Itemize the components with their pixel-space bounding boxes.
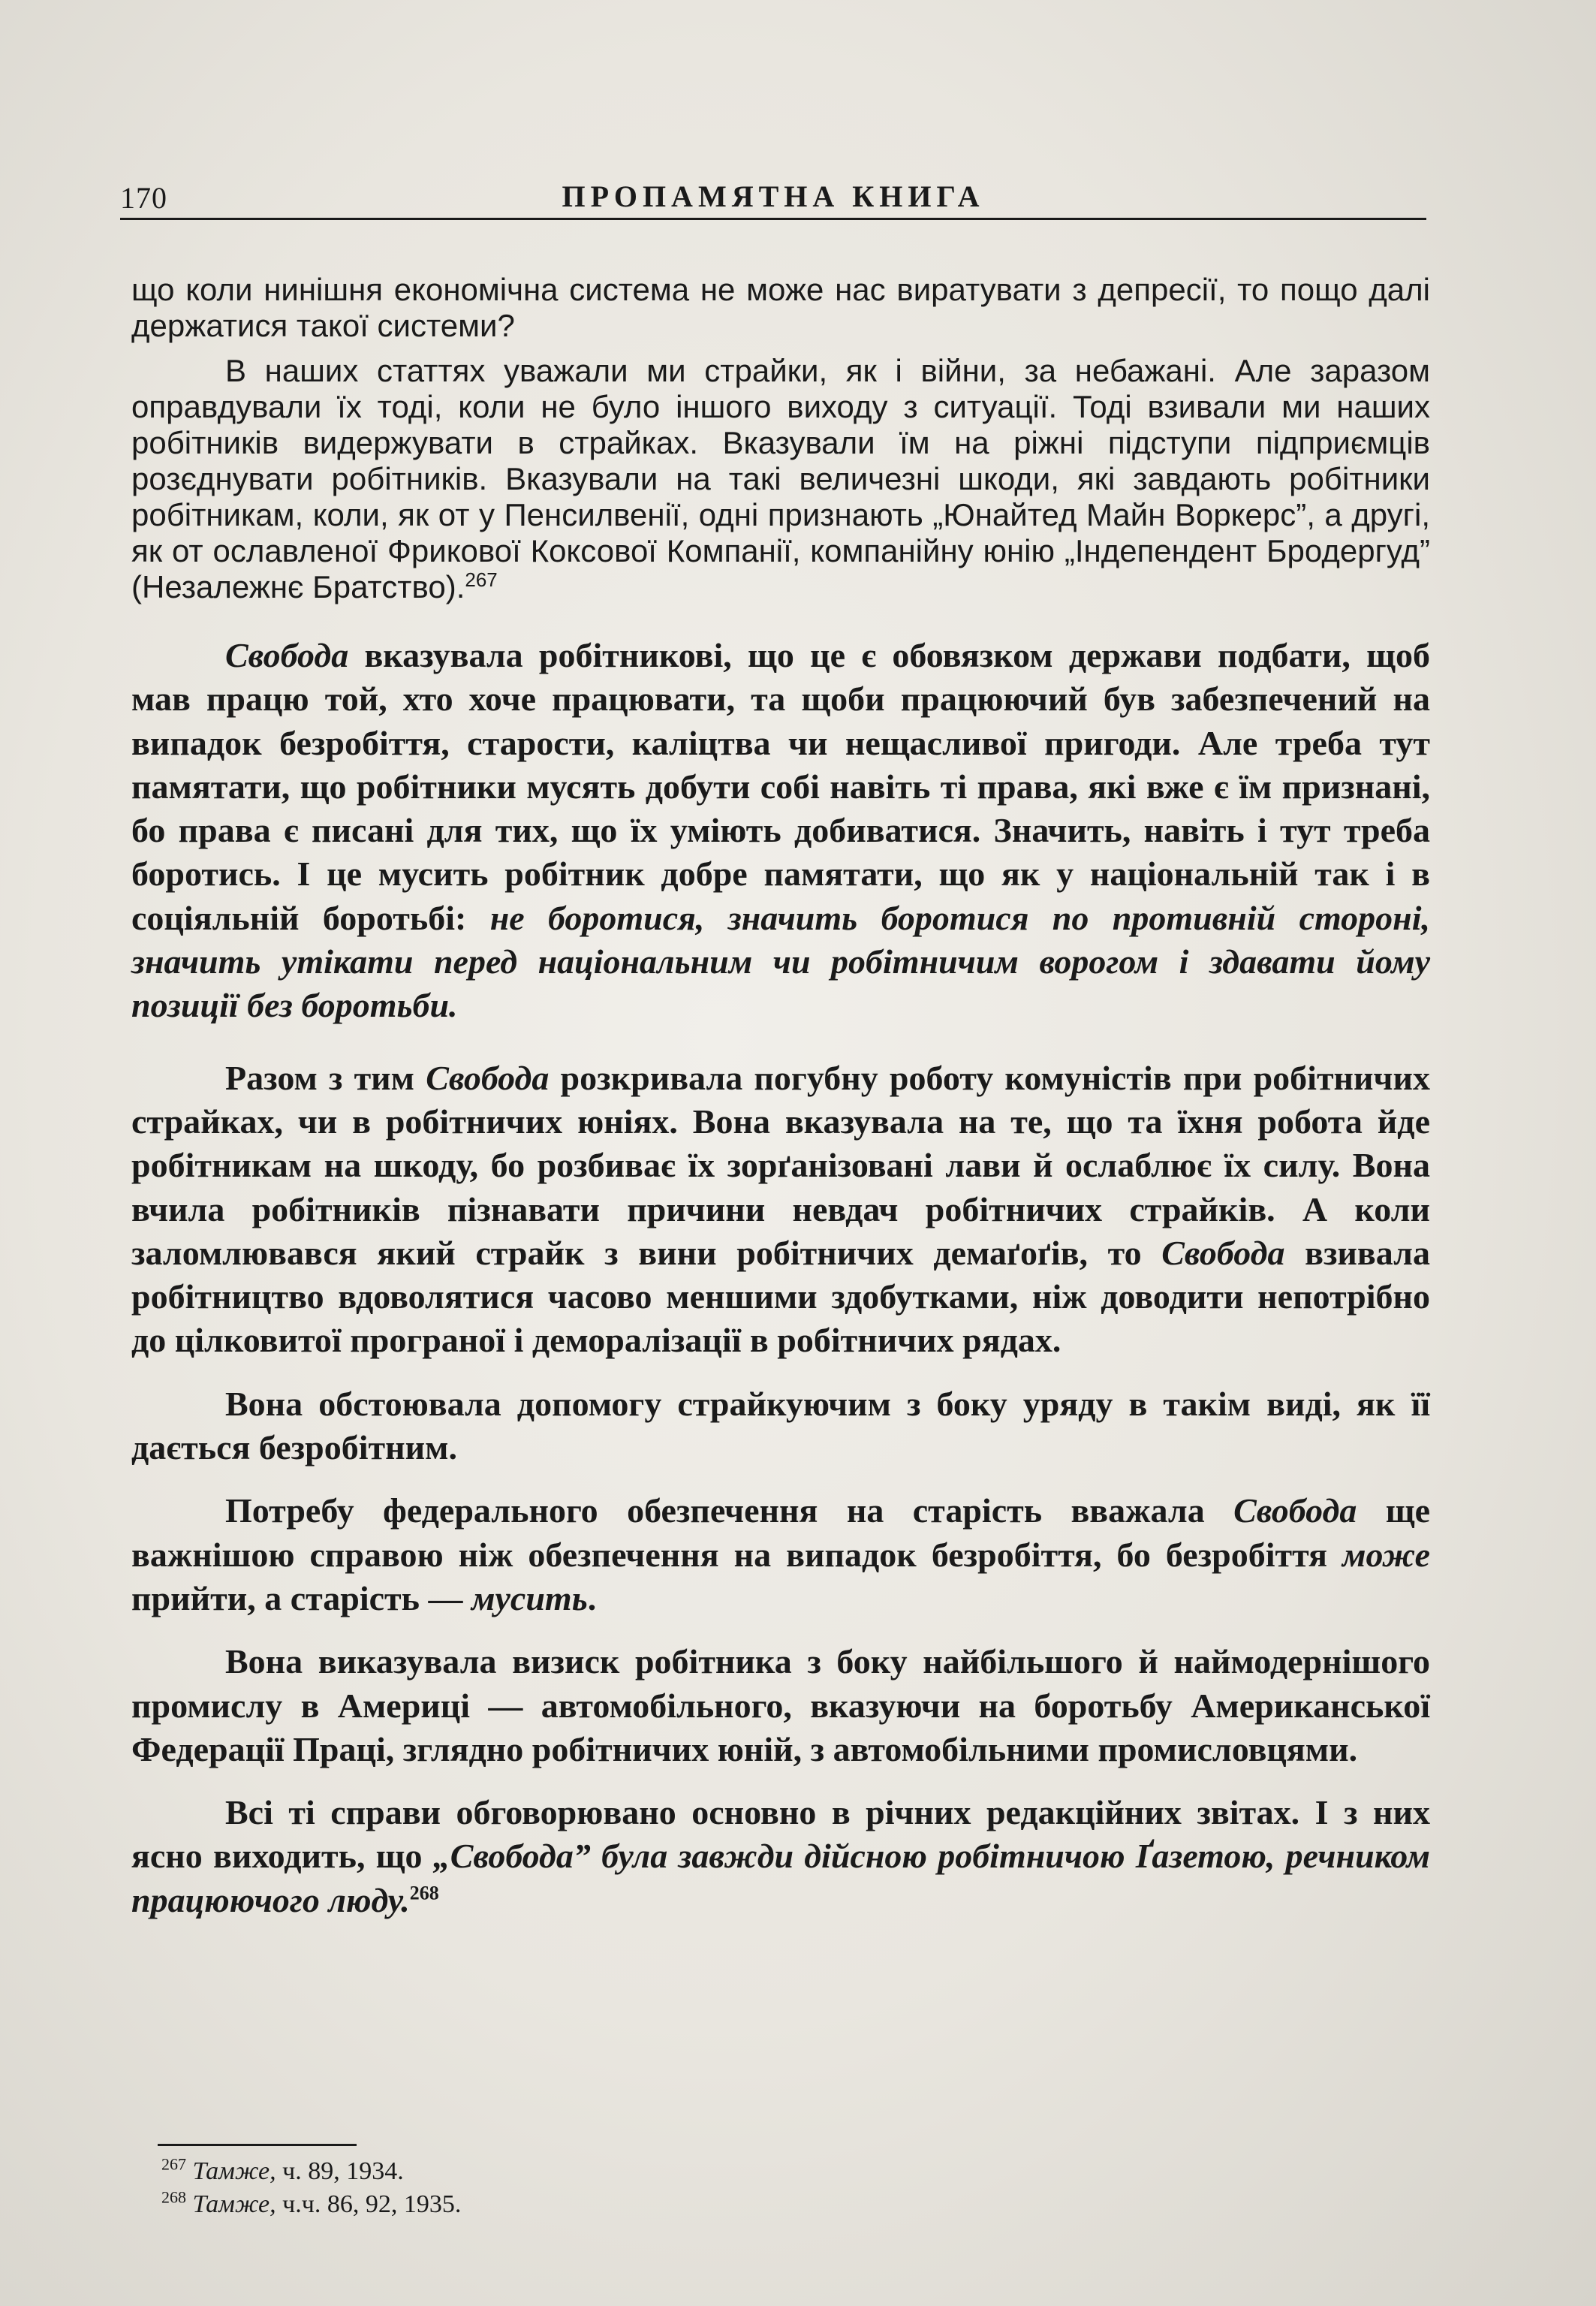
paragraph: [131, 634, 1430, 1028]
text-run: Потребу федерального обезпечення на старість вважала: [225, 1491, 1234, 1530]
paragraph: [131, 1382, 1430, 1470]
text-run: вказувала робітникові, що це є обовязком держави подбати, щоб мав працю той, хто хоче працювати, та щоби працюючий був забезпечений на випадок безробіття, старости, каліцтва чи нещасливої пригоди. Але треба тут памятати, що робітники мусять добути собі навіть ті права, які вже є їм признані, бо права є писані для тих, що їх уміють добиватися. Значить, навіть і тут треба боротись. І це мусить робітник добре памятати, що як у національній так і в соціяльній боротьбі:: [131, 636, 1430, 937]
italic-run: не боротися, значить боротися по противній стороні, значить утікати перед національним чи робітничим ворогом і здавати йому позиції без боротьби.: [131, 898, 1430, 1025]
text-run: ще важнішою справою ніж обезпечення на випадок безробіття, бо безробіття: [131, 1491, 1430, 1574]
footnote-ref: 267: [465, 568, 498, 591]
page-number: 170: [120, 181, 167, 215]
paragraph: [131, 1640, 1430, 1771]
text-run: Вона виказувала визиск робітника з боку найбільшого й наймодернішого промислу в Америці — автомобільного, вказуючи на боротьбу Американської Федерації Праці, зглядно робітничих юній, з автомобільними промисловцями.: [131, 1642, 1430, 1768]
text-run: В наших статтях уважали ми страйки, як і війни, за небажані. Але заразом оправдували їх тоді, коли не було іншого виходу з ситуації. Тоді взивали ми наших робітників видержувати в страйках. Вказували їм на ріжні підступи підприємців розєднувати робітників. Вказували на такі величезні шкоди, які завдають робітники робітникам, коли, як от у Пенсилвенії, одні признають „Юнайтед Майн Воркерс”, а другі, як от ославленої Фрикової Коксової Компанії, компанійну юнію „Індепендент Бродергуд” (Незалежнє Братство).: [131, 353, 1430, 604]
text-run: Вона обстоювала допомогу страйкуючим з боку уряду в такім виді, як її дається безробітним.: [131, 1384, 1430, 1467]
footnote-number: 268: [161, 2187, 186, 2207]
italic-run: може: [1342, 1535, 1430, 1574]
footnote-rule: [158, 2144, 357, 2146]
header-rule: [120, 218, 1426, 220]
italic-run: Свобода: [426, 1058, 550, 1097]
text-run: Всі ті справи обговорювано основно в річних редакційних звітах. І з них ясно виходить, що: [131, 1793, 1430, 1876]
paragraph: [131, 272, 1430, 344]
footnote-source: Тамже,: [192, 2190, 276, 2218]
footnote-source: Тамже,: [192, 2157, 276, 2185]
paragraph: [131, 353, 1430, 605]
italic-run: „Свобода” була завжди дійсною робітничою Ґазетою, речником працюючого люду.: [131, 1837, 1430, 1919]
text-run: .: [587, 1578, 597, 1617]
paragraph: [131, 1791, 1430, 1922]
paragraph: [131, 1489, 1430, 1620]
italic-run: Свобода: [225, 636, 349, 674]
page-body: [131, 272, 1430, 1922]
footnote-ref: 268: [409, 1882, 439, 1904]
footnote-reference: ч.ч. 86, 92, 1935.: [276, 2190, 462, 2218]
italic-run: Свобода: [1233, 1491, 1357, 1530]
text-run: Разом з тим: [225, 1058, 426, 1097]
italic-run: Свобода: [1161, 1233, 1285, 1272]
footnote: [161, 2188, 837, 2221]
text-run: розкривала погубну роботу комуністів при робітничих страйках, чи в робітничих юніях. Вона вказувала на те, що та їхня робота йде робітникам на шкоду, бо розбиває їх зорґанізовані лави й ослаблює їх силу. Вона вчила робітників пізнавати причини невдач робітничих страйків. А коли заломлювався який страйк з вини робітничих демаґоґів, то: [131, 1058, 1430, 1272]
footnote-reference: ч. 89, 1934.: [276, 2157, 404, 2185]
footnotes: [161, 2155, 837, 2221]
footnote: [161, 2155, 837, 2188]
page-header: [120, 171, 1426, 225]
paragraph: [131, 1057, 1430, 1363]
footnote-number: 267: [161, 2154, 186, 2174]
running-title: ПРОПАМЯТНА КНИГА: [562, 179, 985, 213]
text-run: що коли нинішня економічна система не може нас виратувати з депресії, то пощо далі держатися такої системи?: [131, 272, 1430, 343]
text-run: взивала робітництво вдоволятися часово меншими здобутками, ніж доводити непотрібно до цілковитої програної і деморалізації в робітничих рядах.: [131, 1233, 1430, 1360]
text-run: прийти, а старість —: [131, 1578, 471, 1617]
italic-run: мусить: [471, 1578, 588, 1617]
